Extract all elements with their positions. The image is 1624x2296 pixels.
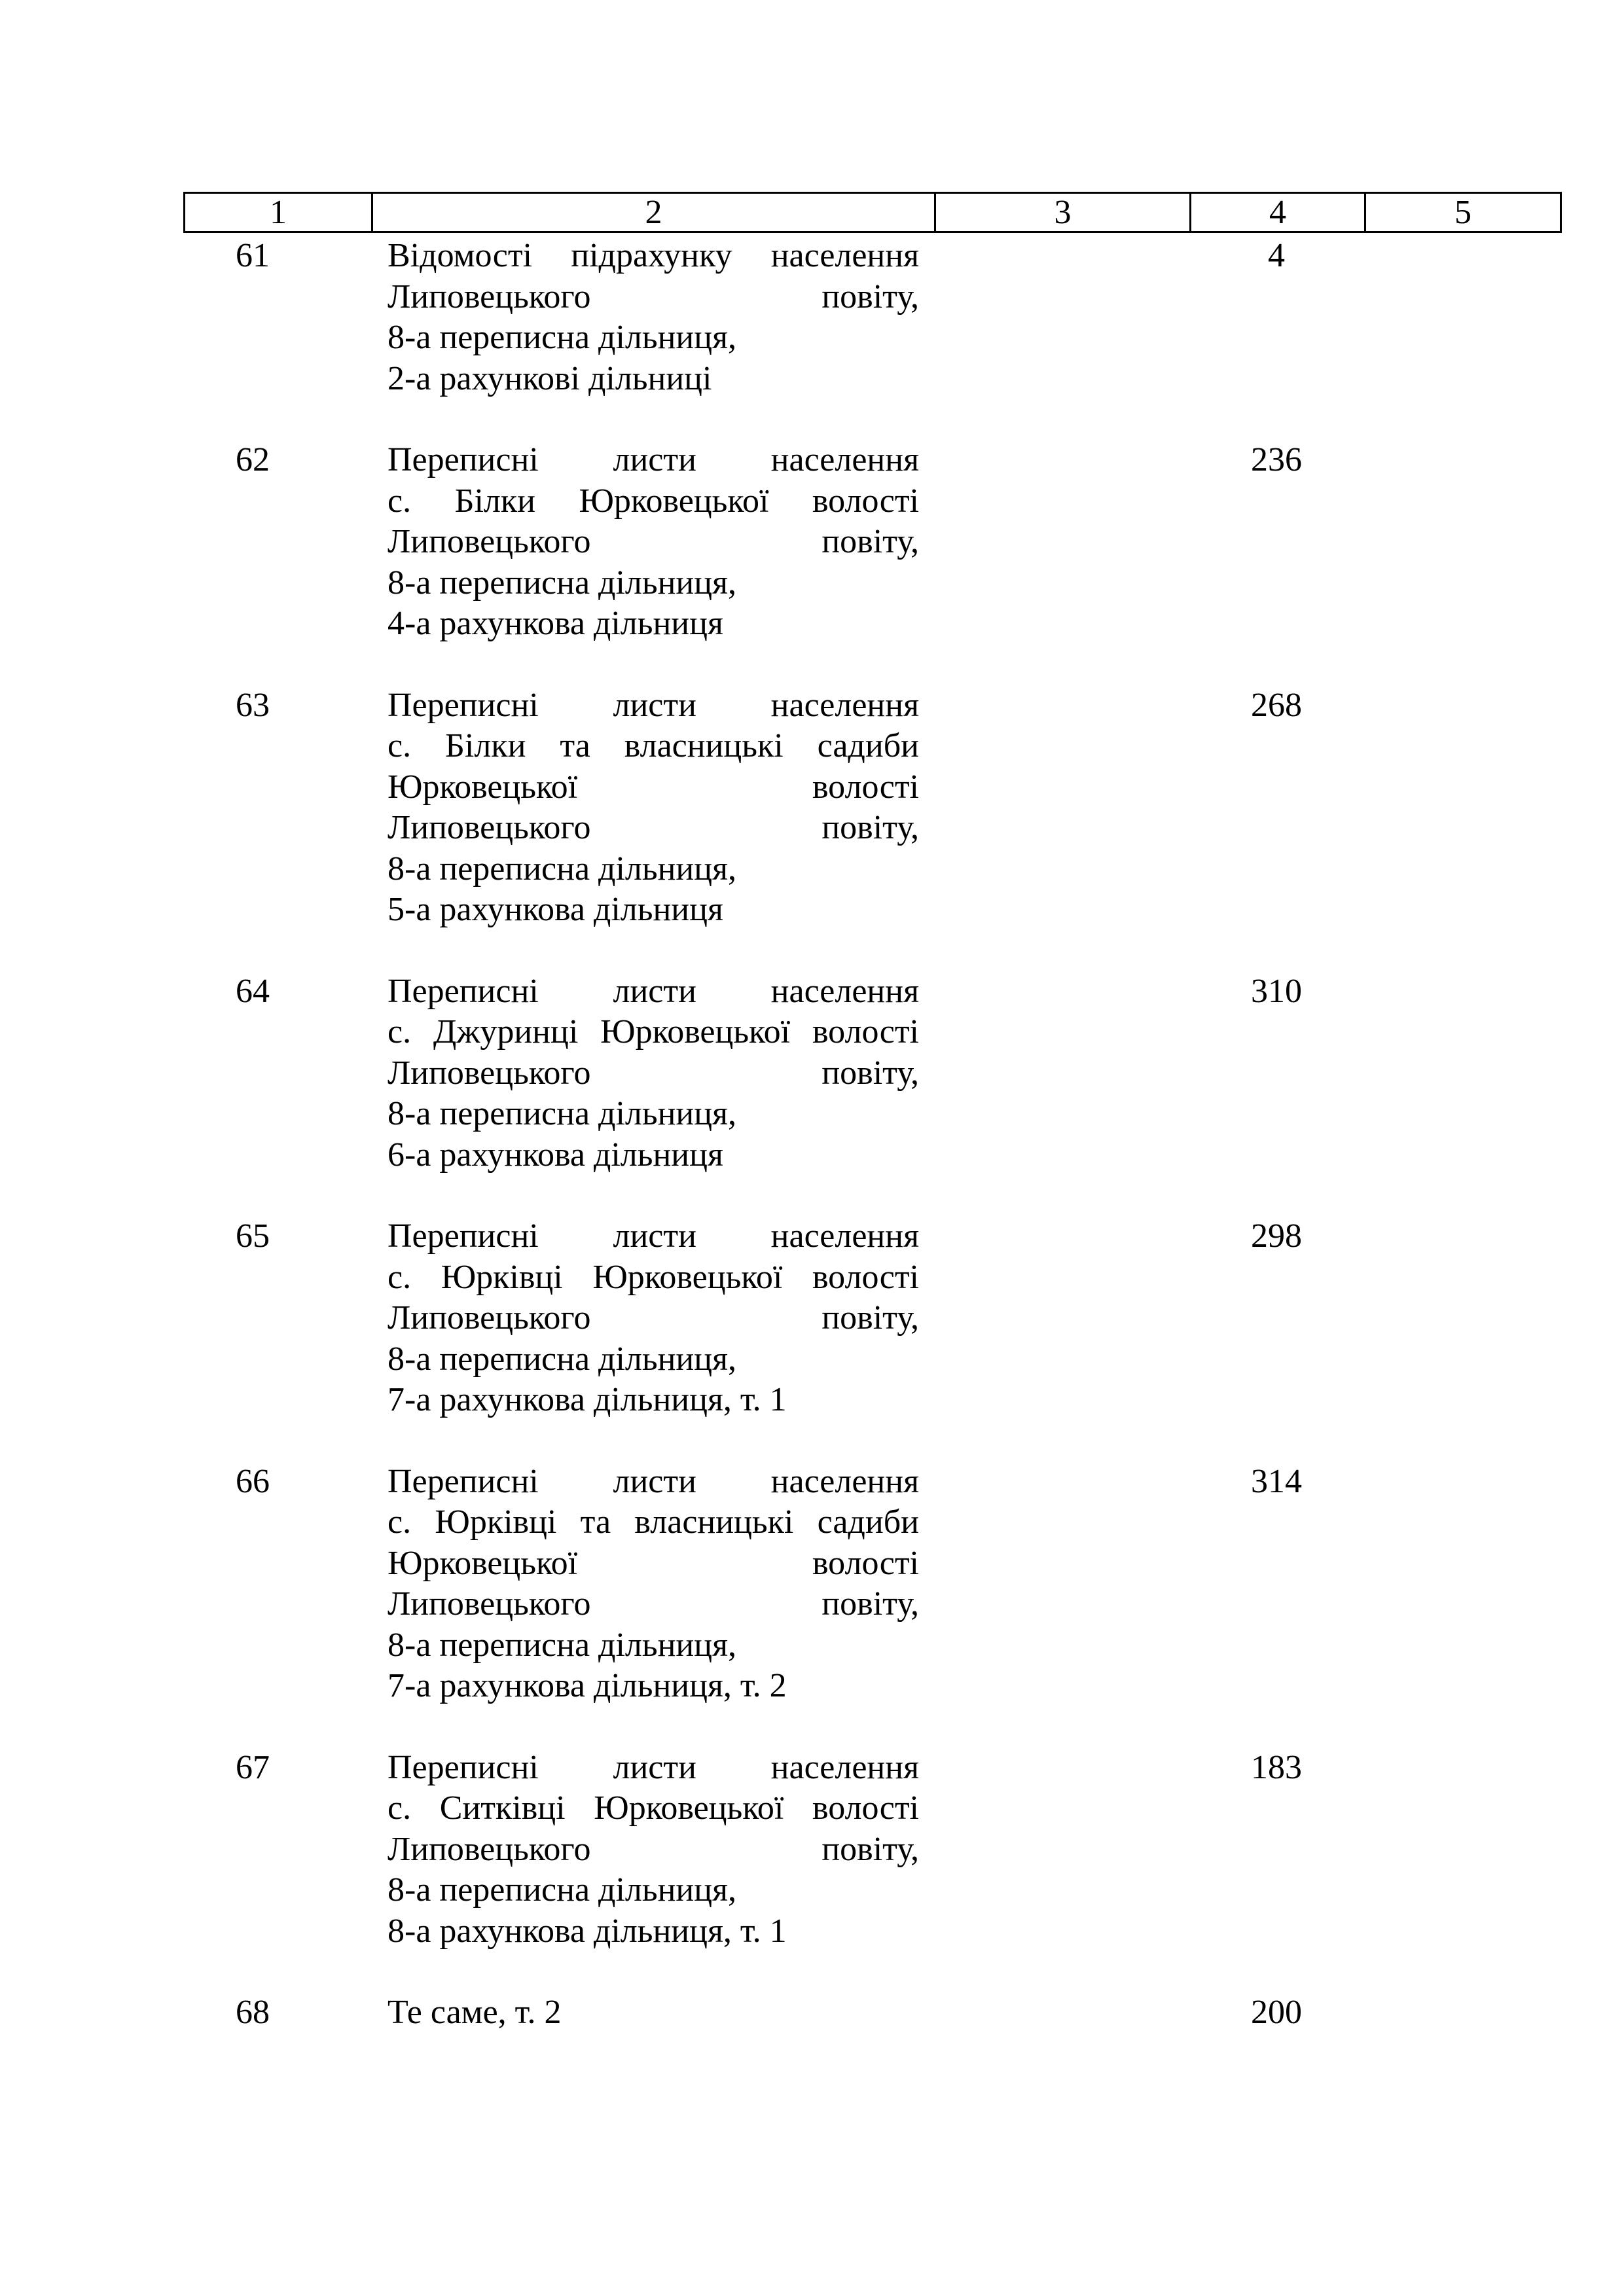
entry-description <box>388 685 919 931</box>
entry-description-line: 8-а переписна дільниця, <box>388 1871 736 1909</box>
entry-count: 314 <box>1251 1462 1302 1500</box>
entry-description <box>388 440 919 645</box>
entry-count: 200 <box>1251 1994 1302 2031</box>
entry-row <box>0 236 1624 399</box>
entry-count: 4 <box>1268 237 1285 274</box>
header-col-1: 1 <box>185 194 373 231</box>
entry-count: 183 <box>1251 1748 1302 1786</box>
entry-row <box>0 1748 1624 1952</box>
entry-description-line: Липовецького повіту, <box>388 278 919 315</box>
entry-number: 62 <box>236 441 270 478</box>
entry-description-line: Липовецького повіту, <box>388 809 919 846</box>
entry-description-line: с. Ситківці Юрковецької волості <box>388 1789 919 1827</box>
entry-description <box>388 1992 919 2034</box>
entry-count: 268 <box>1251 686 1302 724</box>
header-col-2: 2 <box>373 194 936 231</box>
entry-count: 298 <box>1251 1217 1302 1255</box>
entry-description <box>388 1748 919 1952</box>
entry-description-line: Переписні листи населення <box>388 1462 919 1500</box>
entry-description <box>388 236 919 399</box>
entry-description-line: с. Джуринці Юрковецької волості <box>388 1013 919 1050</box>
entry-description-line: Переписні листи населення <box>388 972 919 1010</box>
entry-row <box>0 685 1624 931</box>
entry-description-line: 8-а рахункова дільниця, т. 1 <box>388 1912 787 1950</box>
entry-description-line: 8-а переписна дільниця, <box>388 1340 736 1378</box>
entry-description-line: Липовецького повіту, <box>388 1054 919 1092</box>
entry-row <box>0 440 1624 645</box>
entry-description-line: 5-а рахункова дільниця <box>388 891 723 928</box>
entry-description <box>388 1216 919 1421</box>
entry-description-line: 6-а рахункова дільниця <box>388 1136 723 1174</box>
entry-description-line: Переписні листи населення <box>388 441 919 478</box>
table-header-row <box>183 192 1562 233</box>
entry-number: 68 <box>236 1994 270 2031</box>
entry-description-line: Липовецького повіту, <box>388 1299 919 1336</box>
entry-description-line: 4-а рахункова дільниця <box>388 605 723 642</box>
header-col-5: 5 <box>1454 193 1471 231</box>
entry-description-line: Відомості підрахунку населення <box>388 237 919 274</box>
entry-description-line: Юрковецької волості <box>388 1544 919 1582</box>
header-col-3: 3 <box>936 194 1191 231</box>
entry-description-line: 7-а рахункова дільниця, т. 2 <box>388 1667 787 1704</box>
entry-description-line: с. Білки та власницькі садиби <box>388 727 919 764</box>
entry-number: 63 <box>236 686 270 724</box>
entry-description-line: 8-а переписна дільниця, <box>388 1626 736 1664</box>
entry-row <box>0 1462 1624 1707</box>
entry-description-line: 8-а переписна дільниця, <box>388 850 736 888</box>
entry-number: 61 <box>236 237 270 274</box>
entry-number: 66 <box>236 1462 270 1500</box>
entry-description <box>388 1462 919 1707</box>
entry-description-line: с. Білки Юрковецької волості <box>388 482 919 520</box>
entry-description-line: 2-а рахункові дільниці <box>388 359 712 397</box>
entry-description-line: 8-а переписна дільниця, <box>388 1095 736 1132</box>
entry-number: 65 <box>236 1217 270 1255</box>
entry-row <box>0 1992 1624 2034</box>
entry-number: 64 <box>236 972 270 1010</box>
entry-count: 310 <box>1251 972 1302 1010</box>
entry-description-line: Те саме, т. 2 <box>388 1994 562 2031</box>
entry-description-line: 8-а переписна дільниця, <box>388 564 736 601</box>
entry-row <box>0 1216 1624 1421</box>
entry-description-line: с. Юрківці та власницькі садиби <box>388 1503 919 1541</box>
entry-description-line: Липовецького повіту, <box>388 1830 919 1868</box>
entry-description-line: Липовецького повіту, <box>388 1585 919 1623</box>
entry-description-line: Липовецького повіту, <box>388 523 919 560</box>
entry-description <box>388 971 919 1176</box>
entry-row <box>0 971 1624 1176</box>
header-col-4: 4 <box>1191 194 1366 231</box>
entry-description-line: Переписні листи населення <box>388 1748 919 1786</box>
entry-description-line: 7-а рахункова дільниця, т. 1 <box>388 1381 787 1418</box>
entries-list <box>0 236 1624 2074</box>
entry-description-line: 8-а переписна дільниця, <box>388 319 736 356</box>
entry-number: 67 <box>236 1748 270 1786</box>
entry-description-line: Переписні листи населення <box>388 686 919 724</box>
entry-count: 236 <box>1251 441 1302 478</box>
entry-description-line: Юрковецької волості <box>388 768 919 806</box>
entry-description-line: Переписні листи населення <box>388 1217 919 1255</box>
entry-description-line: с. Юрківці Юрковецької волості <box>388 1258 919 1296</box>
